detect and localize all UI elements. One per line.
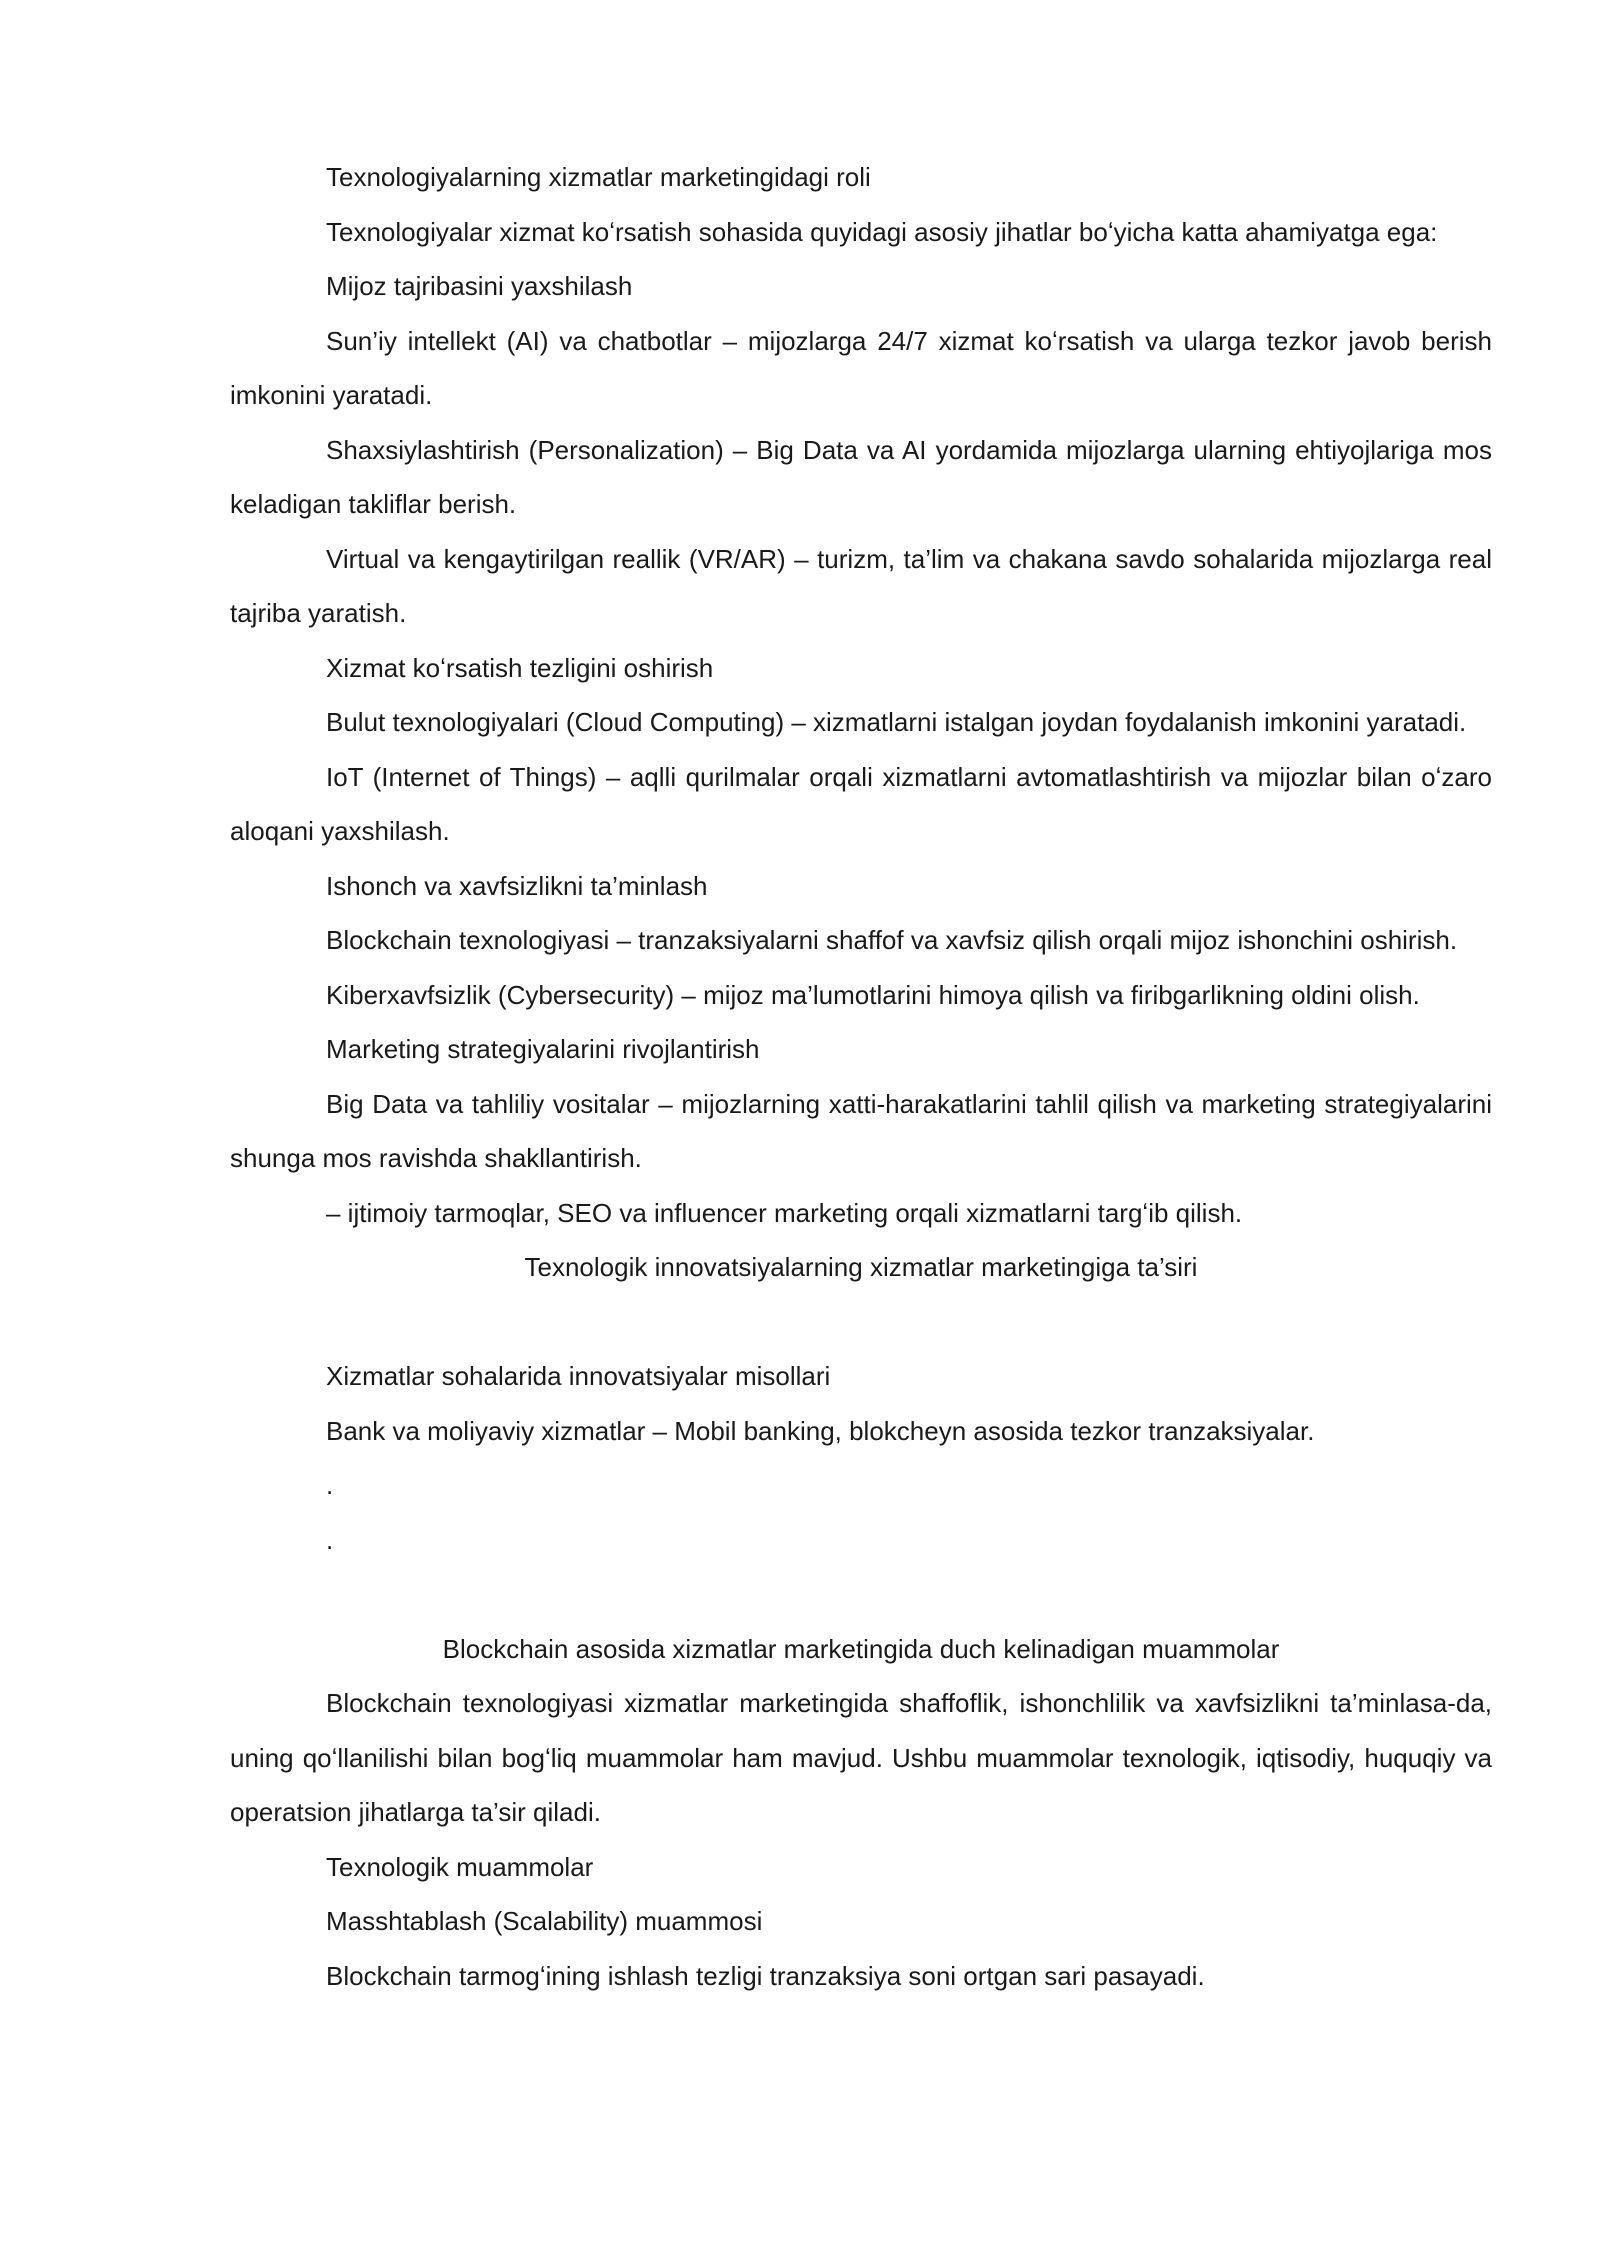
paragraph: Virtual va kengaytirilgan reallik (VR/AR) – turizm, ta’lim va chakana savdo sohalarida mijozlarga real tajriba yaratish. [230,543,1492,628]
paragraph: Blockchain texnologiyasi – tranzaksiyalarni shaffof va xavfsiz qilish orqali mijoz ishonchini oshirish. [326,925,1458,955]
subsection-heading: Ishonch va xavfsizlikni ta’minlash [326,870,708,901]
subsection-heading: Masshtablash (Scalability) muammosi [326,1906,763,1936]
blank-line [230,1567,1492,1622]
paragraph: Bulut texnologiyalari (Cloud Computing) – xizmatlarni istalgan joydan foydalanish imkonini yaratadi. [326,707,1467,737]
paragraph: – ijtimoiy tarmoqlar, SEO va influencer marketing orqali xizmatlarni targʻib qilish. [326,1197,1243,1228]
dot-line: . [326,1470,334,1500]
dot-line: . [326,1524,334,1555]
paragraph: Big Data va tahliliy vositalar – mijozlarning xatti-harakatlarini tahlil qilish va marketing strategiyalarini shunga mos ravishda shakllantirish. [230,1088,1492,1173]
subsection-heading: Marketing strategiyalarini rivojlantirish [326,1034,760,1064]
section-heading: Texnologiyalarning xizmatlar marketingidagi roli [326,162,871,192]
subsection-heading: Mijoz tajribasini yaxshilash [326,271,633,301]
paragraph: Blockchain tarmogʻining ishlash tezligi tranzaksiya soni ortgan sari pasayadi. [326,1960,1205,1991]
paragraph: Bank va moliyaviy xizmatlar – Mobil banking, blokcheyn asosida tezkor tranzaksiyalar. [326,1415,1315,1446]
paragraph: Shaxsiylashtirish (Personalization) – Big Data va AI yordamida mijozlarga ularning ehtiyojlariga mos keladigan takliflar berish. [230,434,1492,519]
paragraph: Sun’iy intellekt (AI) va chatbotlar – mijozlarga 24/7 xizmat koʻrsatish va ularga tezkor javob berish imkonini yaratadi. [230,325,1492,410]
subsection-heading: Texnologik muammolar [326,1851,594,1882]
document-page [230,150,1492,2003]
paragraph: Blockchain texnologiyasi xizmatlar marketingida shaffoflik, ishonchlilik va xavfsizlikni ta’minlasa-da, uning qoʻllanilishi bilan bogʻliq muammolar ham mavjud. Ushbu muammolar texnologik, iqtisodiy, huquqiy va operatsion jihatlarga ta’sir qiladi. [230,1688,1492,1827]
centered-heading: Texnologik innovatsiyalarning xizmatlar marketingiga ta’siri [524,1252,1198,1282]
subsection-heading: Xizmatlar sohalarida innovatsiyalar misollari [326,1361,831,1391]
paragraph: IoT (Internet of Things) – aqlli qurilmalar orqali xizmatlarni avtomatlashtirish va mijozlar bilan oʻzaro aloqani yaxshilash. [230,761,1492,846]
paragraph: Kiberxavfsizlik (Cybersecurity) – mijoz ma’lumotlarini himoya qilish va firibgarlikning oldini olish. [326,979,1420,1010]
centered-heading: Blockchain asosida xizmatlar marketingida duch kelinadigan muammolar [442,1633,1280,1664]
blank-line [230,1295,1492,1350]
subsection-heading: Xizmat koʻrsatish tezligini oshirish [326,652,714,683]
paragraph: Texnologiyalar xizmat koʻrsatish sohasida quyidagi asosiy jihatlar boʻyicha katta ahamiyatga ega: [326,216,1438,247]
